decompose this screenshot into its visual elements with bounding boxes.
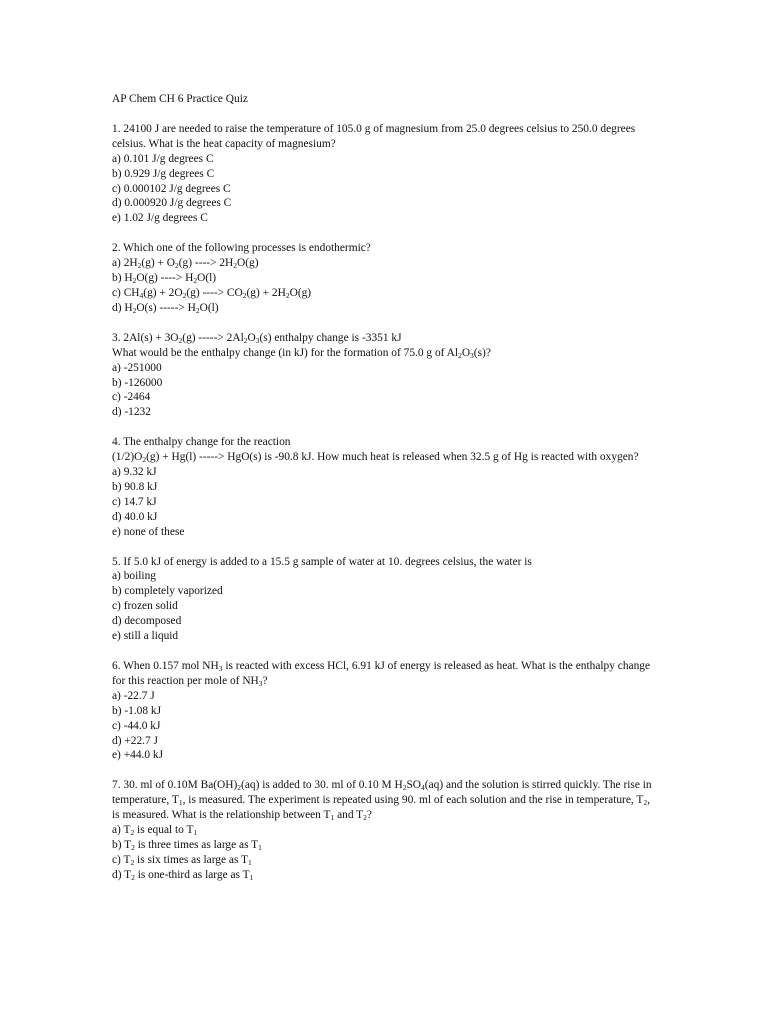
answer-option: a) 0.101 J/g degrees C bbox=[112, 152, 214, 165]
quiz-content bbox=[112, 92, 660, 898]
answer-option: e) +44.0 kJ bbox=[112, 749, 164, 762]
answer-option: b) $T_2$ is three times as large as $T_1$ bbox=[112, 838, 262, 852]
answer-option: b) 90.8 kJ bbox=[112, 480, 158, 493]
question-1 bbox=[112, 122, 660, 226]
answer-option: d) 0.000920 J/g degrees C bbox=[112, 197, 232, 210]
answer-option: c) $T_2$ is six times as large as $T_1$ bbox=[112, 853, 252, 867]
answer-option: a) $T_2$ is equal to $T_1$ bbox=[112, 824, 198, 838]
question-7 bbox=[112, 778, 660, 882]
question-4 bbox=[112, 435, 660, 539]
question-6 bbox=[112, 659, 660, 763]
question-stem: What would be the enthalpy change (in kJ) for the formation of 75.0 g of $Al_2O_3(s)$? bbox=[112, 346, 491, 360]
answer-option: b) -1.08 kJ bbox=[112, 704, 162, 717]
question-list bbox=[112, 122, 660, 883]
answer-option: e) still a liquid bbox=[112, 630, 179, 643]
answer-option: a) -22.7 J bbox=[112, 689, 155, 702]
answer-option: c) $CH_4(g) + 2O_2(g)$ ----> $CO_2(g) + 2H_2O(g)$ bbox=[112, 286, 312, 300]
question-stem: 1. 24100 J are needed to raise the temperature of 105.0 g of magnesium from 25.0 degrees celsius to 250.0 degrees celsius. What is the heat capacity of magnesium? bbox=[112, 122, 636, 150]
question-stem: 2. Which one of the following processes is endothermic? bbox=[112, 242, 371, 255]
question-stem: 3. $2Al(s) + 3O_2(g)$ -----> $2Al_2O_3(s)$ enthalpy change is -3351 kJ bbox=[112, 331, 402, 345]
answer-option: d) $T_2$ is one-third as large as $T_1$ bbox=[112, 868, 254, 882]
answer-option: c) -2464 bbox=[112, 391, 151, 404]
answer-option: a) 9.32 kJ bbox=[112, 466, 157, 479]
answer-option: d) $H_2O(s)$ -----> $H_2O(l)$ bbox=[112, 301, 219, 315]
question-5 bbox=[112, 555, 660, 644]
quiz-title: AP Chem CH 6 Practice Quiz bbox=[112, 93, 248, 105]
answer-option: d) decomposed bbox=[112, 615, 182, 628]
question-stem: 6. When 0.157 mol $NH_3$ is reacted with excess HCl, 6.91 kJ of energy is released as heat. What is the enthalpy change for this reaction per mole of $NH_3$? bbox=[112, 660, 651, 688]
answer-option: e) none of these bbox=[112, 525, 185, 538]
answer-option: c) -44.0 kJ bbox=[112, 719, 161, 732]
answer-option: c) 0.000102 J/g degrees C bbox=[112, 182, 231, 195]
answer-option: b) -126000 bbox=[112, 376, 163, 389]
question-stem: 7. 30. ml of 0.10M $Ba(OH)_2(aq)$ is added to 30. ml of 0.10 M $H_2SO_4(aq)$ and the solution is stirred quickly. The rise in temperature, $T_1$, is measured. The experiment is repeated using 90. ml of each solution and the rise in temperature, $T_2$, is measured. What is the relationship between $T_1$ and $T_2$? bbox=[112, 779, 652, 823]
answer-option: c) frozen solid bbox=[112, 600, 178, 613]
question-3 bbox=[112, 331, 660, 420]
answer-option: a) boiling bbox=[112, 570, 156, 583]
question-stem: 4. The enthalpy change for the reaction bbox=[112, 436, 291, 449]
answer-option: a) -251000 bbox=[112, 361, 162, 374]
answer-option: d) 40.0 kJ bbox=[112, 510, 158, 523]
answer-option: b) completely vaporized bbox=[112, 585, 223, 598]
answer-option: d) +22.7 J bbox=[112, 734, 158, 747]
question-stem: $(1/2)O_2(g) + Hg(l)$ -----> HgO(s) is -90.8 kJ. How much heat is released when 32.5 g of Hg is reacted with oxygen? bbox=[112, 451, 639, 465]
answer-option: c) 14.7 kJ bbox=[112, 495, 157, 508]
answer-option: e) 1.02 J/g degrees C bbox=[112, 212, 208, 225]
question-stem: 5. If 5.0 kJ of energy is added to a 15.5 g sample of water at 10. degrees celsius, the water is bbox=[112, 555, 532, 568]
answer-option: a) $2H_2(g) + O_2(g)$ ----> $2H_2O(g)$ bbox=[112, 257, 259, 271]
answer-option: b) $H_2O(g)$ ----> $H_2O(l)$ bbox=[112, 272, 217, 286]
answer-option: d) -1232 bbox=[112, 406, 151, 419]
question-2 bbox=[112, 241, 660, 316]
answer-option: b) 0.929 J/g degrees C bbox=[112, 167, 215, 180]
